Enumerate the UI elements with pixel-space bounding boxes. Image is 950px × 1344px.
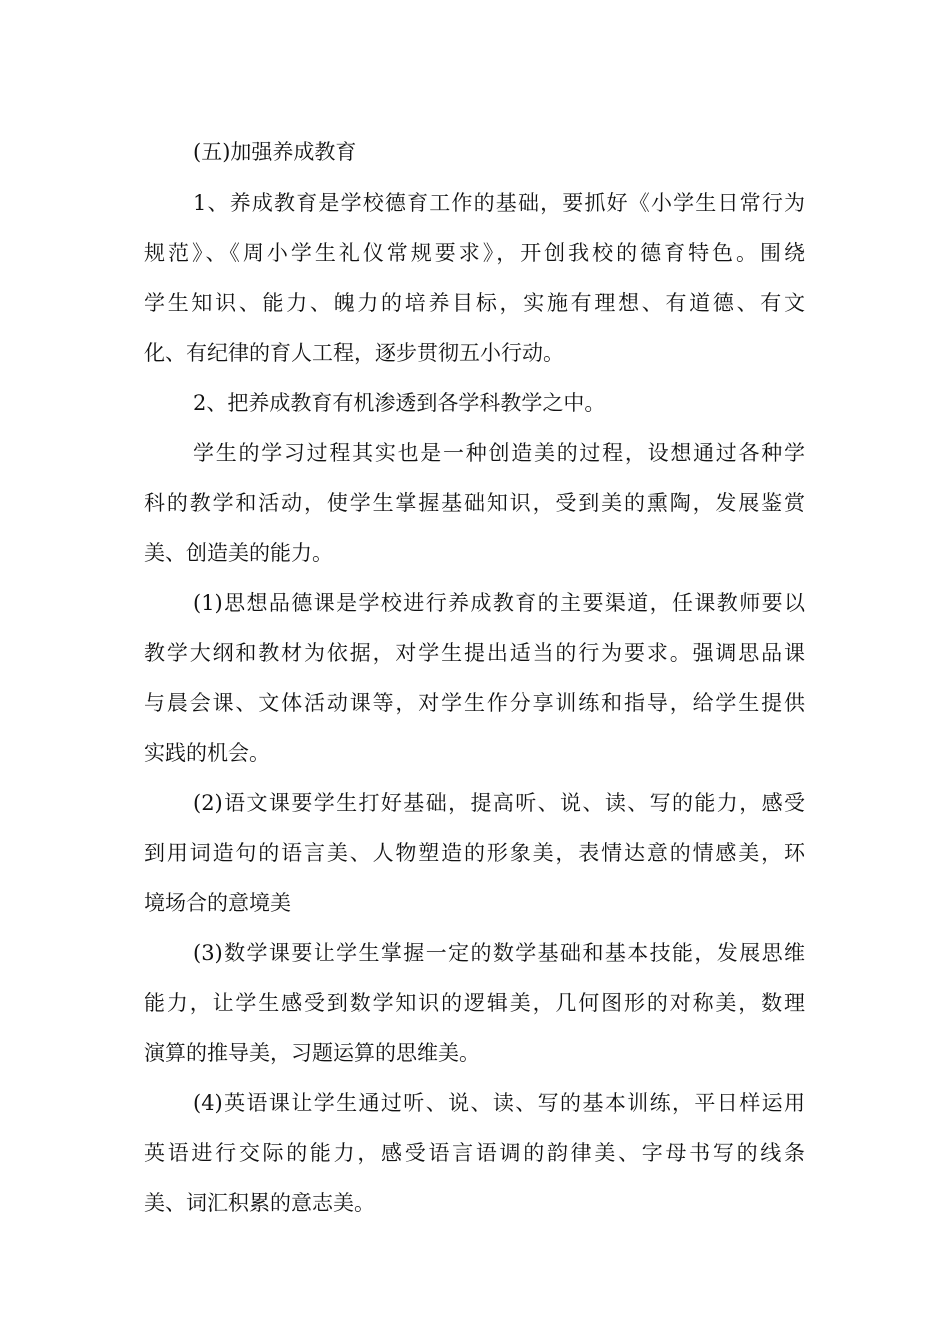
paragraph-4-line-1: (1)思想品德课是学校进行养成教育的主要渠道，任课教师要以: [193, 591, 805, 615]
paragraph-5-line-1: (2)语文课要学生打好基础，提高听、说、读、写的能力，感受: [193, 791, 805, 815]
paragraph-4-line-2: 教学大纲和教材为依据，对学生提出适当的行为要求。强调思品课: [144, 641, 805, 665]
paragraph-1-line-3: 学生知识、能力、魄力的培养目标，实施有理想、有道德、有文: [144, 291, 805, 315]
paragraph-7-line-3: 美、词汇积累的意志美。: [144, 1191, 375, 1215]
paragraph-6-line-3: 演算的推导美，习题运算的思维美。: [144, 1041, 480, 1065]
paragraph-6-line-2: 能力，让学生感受到数学知识的逻辑美，几何图形的对称美，数理: [144, 991, 805, 1015]
paragraph-1-line-2: 规范》、《周小学生礼仪常规要求》，开创我校的德育特色。围绕: [144, 241, 805, 265]
paragraph-5-line-2: 到用词造句的语言美、人物塑造的形象美，表情达意的情感美，环: [144, 841, 805, 865]
paragraph-7-line-2: 英语进行交际的能力，感受语言语调的韵律美、字母书写的线条: [144, 1141, 805, 1165]
paragraph-1-line-1: 1、养成教育是学校德育工作的基础，要抓好《小学生日常行为: [193, 191, 805, 215]
paragraph-5-line-3: 境场合的意境美: [144, 891, 291, 915]
paragraph-3-line-1: 学生的学习过程其实也是一种创造美的过程，设想通过各种学: [193, 441, 805, 465]
paragraph-7-line-1: (4)英语课让学生通过听、说、读、写的基本训练，平日样运用: [193, 1091, 805, 1115]
paragraph-4-line-3: 与晨会课、文体活动课等，对学生作分享训练和指导，给学生提供: [144, 691, 805, 715]
paragraph-2-line-1: 2、把养成教育有机渗透到各学科教学之中。: [193, 391, 606, 415]
paragraph-3-line-3: 美、创造美的能力。: [144, 541, 333, 565]
paragraph-4-line-4: 实践的机会。: [144, 741, 270, 765]
paragraph-6-line-1: (3)数学课要让学生掌握一定的数学基础和基本技能，发展思维: [193, 941, 805, 965]
paragraph-3-line-2: 科的教学和活动，使学生掌握基础知识，受到美的熏陶，发展鉴赏: [144, 491, 805, 515]
paragraph-1-line-4: 化、有纪律的育人工程，逐步贯彻五小行动。: [144, 341, 564, 365]
section-heading: (五)加强养成教育: [193, 140, 357, 164]
